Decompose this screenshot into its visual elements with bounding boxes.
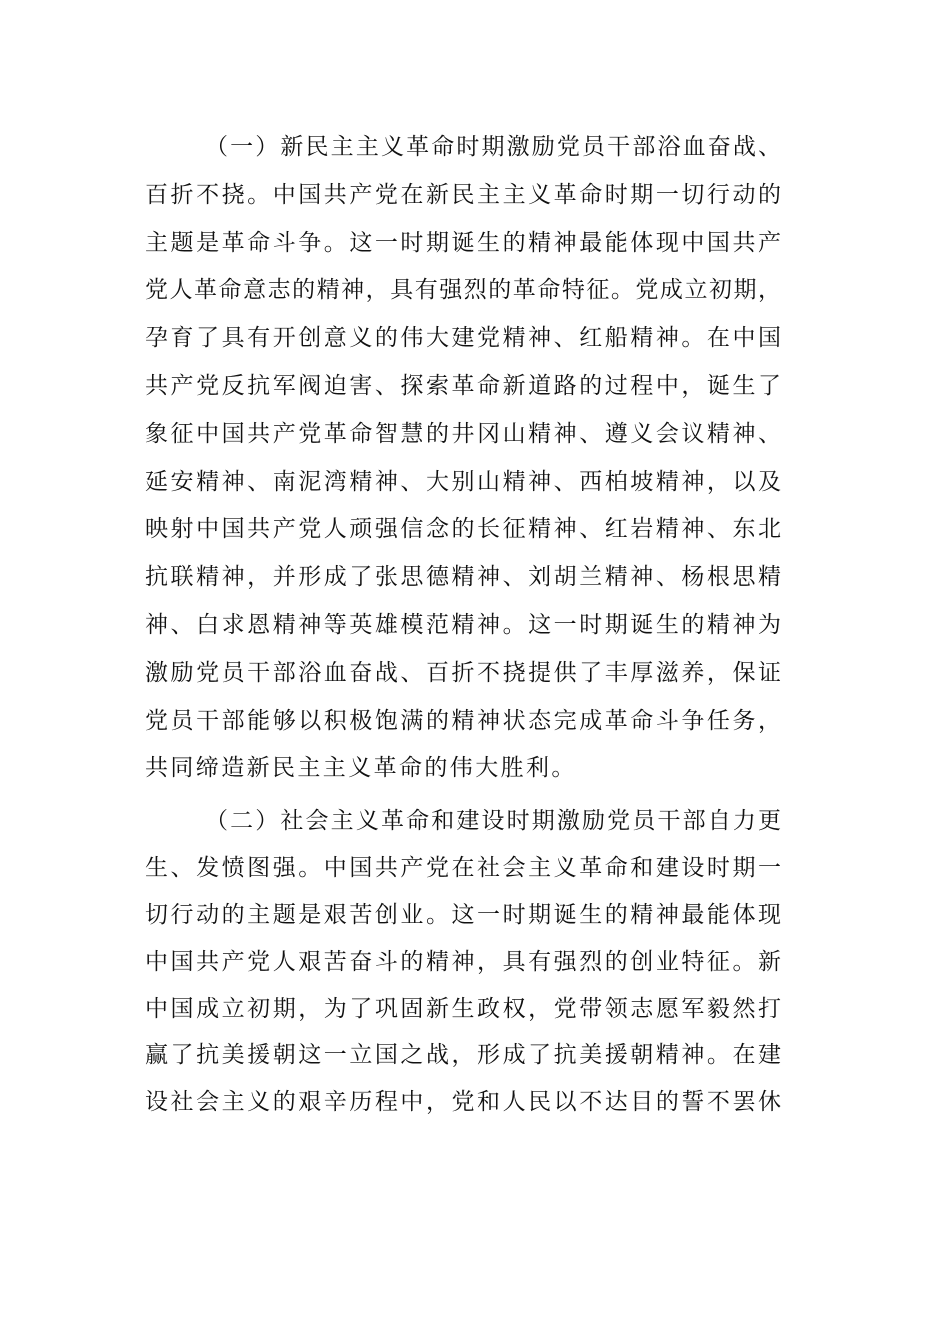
- text-line: 共产党反抗军阀迫害、探索革命新道路的过程中，诞生了: [145, 372, 781, 399]
- paragraph-1: [145, 124, 781, 793]
- text-line: （一）新民主主义革命时期激励党员干部浴血奋战、: [205, 134, 781, 160]
- text-line: 共同缔造新民主主义革命的伟大胜利。: [145, 755, 577, 782]
- text-line: 象征中国共产党革命智慧的井冈山精神、遵义会议精神、: [145, 420, 781, 447]
- paragraph-2: [145, 798, 781, 1126]
- text-line: 激励党员干部浴血奋战、百折不挠提供了丰厚滋养，保证: [145, 659, 781, 686]
- text-line: 中国成立初期，为了巩固新生政权，党带领志愿军毅然打: [145, 995, 781, 1022]
- text-line: 赢了抗美援朝这一立国之战，形成了抗美援朝精神。在建: [145, 1042, 781, 1069]
- text-line: 抗联精神，并形成了张思德精神、刘胡兰精神、杨根思精: [145, 564, 781, 591]
- text-line: 延安精神、南泥湾精神、大别山精神、西柏坡精神，以及: [145, 468, 781, 495]
- text-line: 党员干部能够以积极饱满的精神状态完成革命斗争任务，: [145, 707, 781, 734]
- text-line: 神、白求恩精神等英雄模范精神。这一时期诞生的精神为: [145, 611, 781, 638]
- text-line: 设社会主义的艰辛历程中，党和人民以不达目的誓不罢休: [145, 1089, 781, 1116]
- text-line: （二）社会主义革命和建设时期激励党员干部自力更: [205, 808, 781, 834]
- text-line: 孕育了具有开创意义的伟大建党精神、红船精神。在中国: [145, 325, 781, 352]
- text-line: 主题是革命斗争。这一时期诞生的精神最能体现中国共产: [145, 229, 781, 256]
- text-line: 切行动的主题是艰苦创业。这一时期诞生的精神最能体现: [145, 901, 781, 928]
- text-line: 生、发愤图强。中国共产党在社会主义革命和建设时期一: [145, 854, 781, 881]
- text-line: 百折不挠。中国共产党在新民主主义革命时期一切行动的: [145, 181, 781, 208]
- text-line: 映射中国共产党人顽强信念的长征精神、红岩精神、东北: [145, 516, 781, 543]
- text-line: 党人革命意志的精神，具有强烈的革命特征。党成立初期，: [145, 277, 781, 304]
- text-line: 中国共产党人艰苦奋斗的精神，具有强烈的创业特征。新: [145, 948, 781, 975]
